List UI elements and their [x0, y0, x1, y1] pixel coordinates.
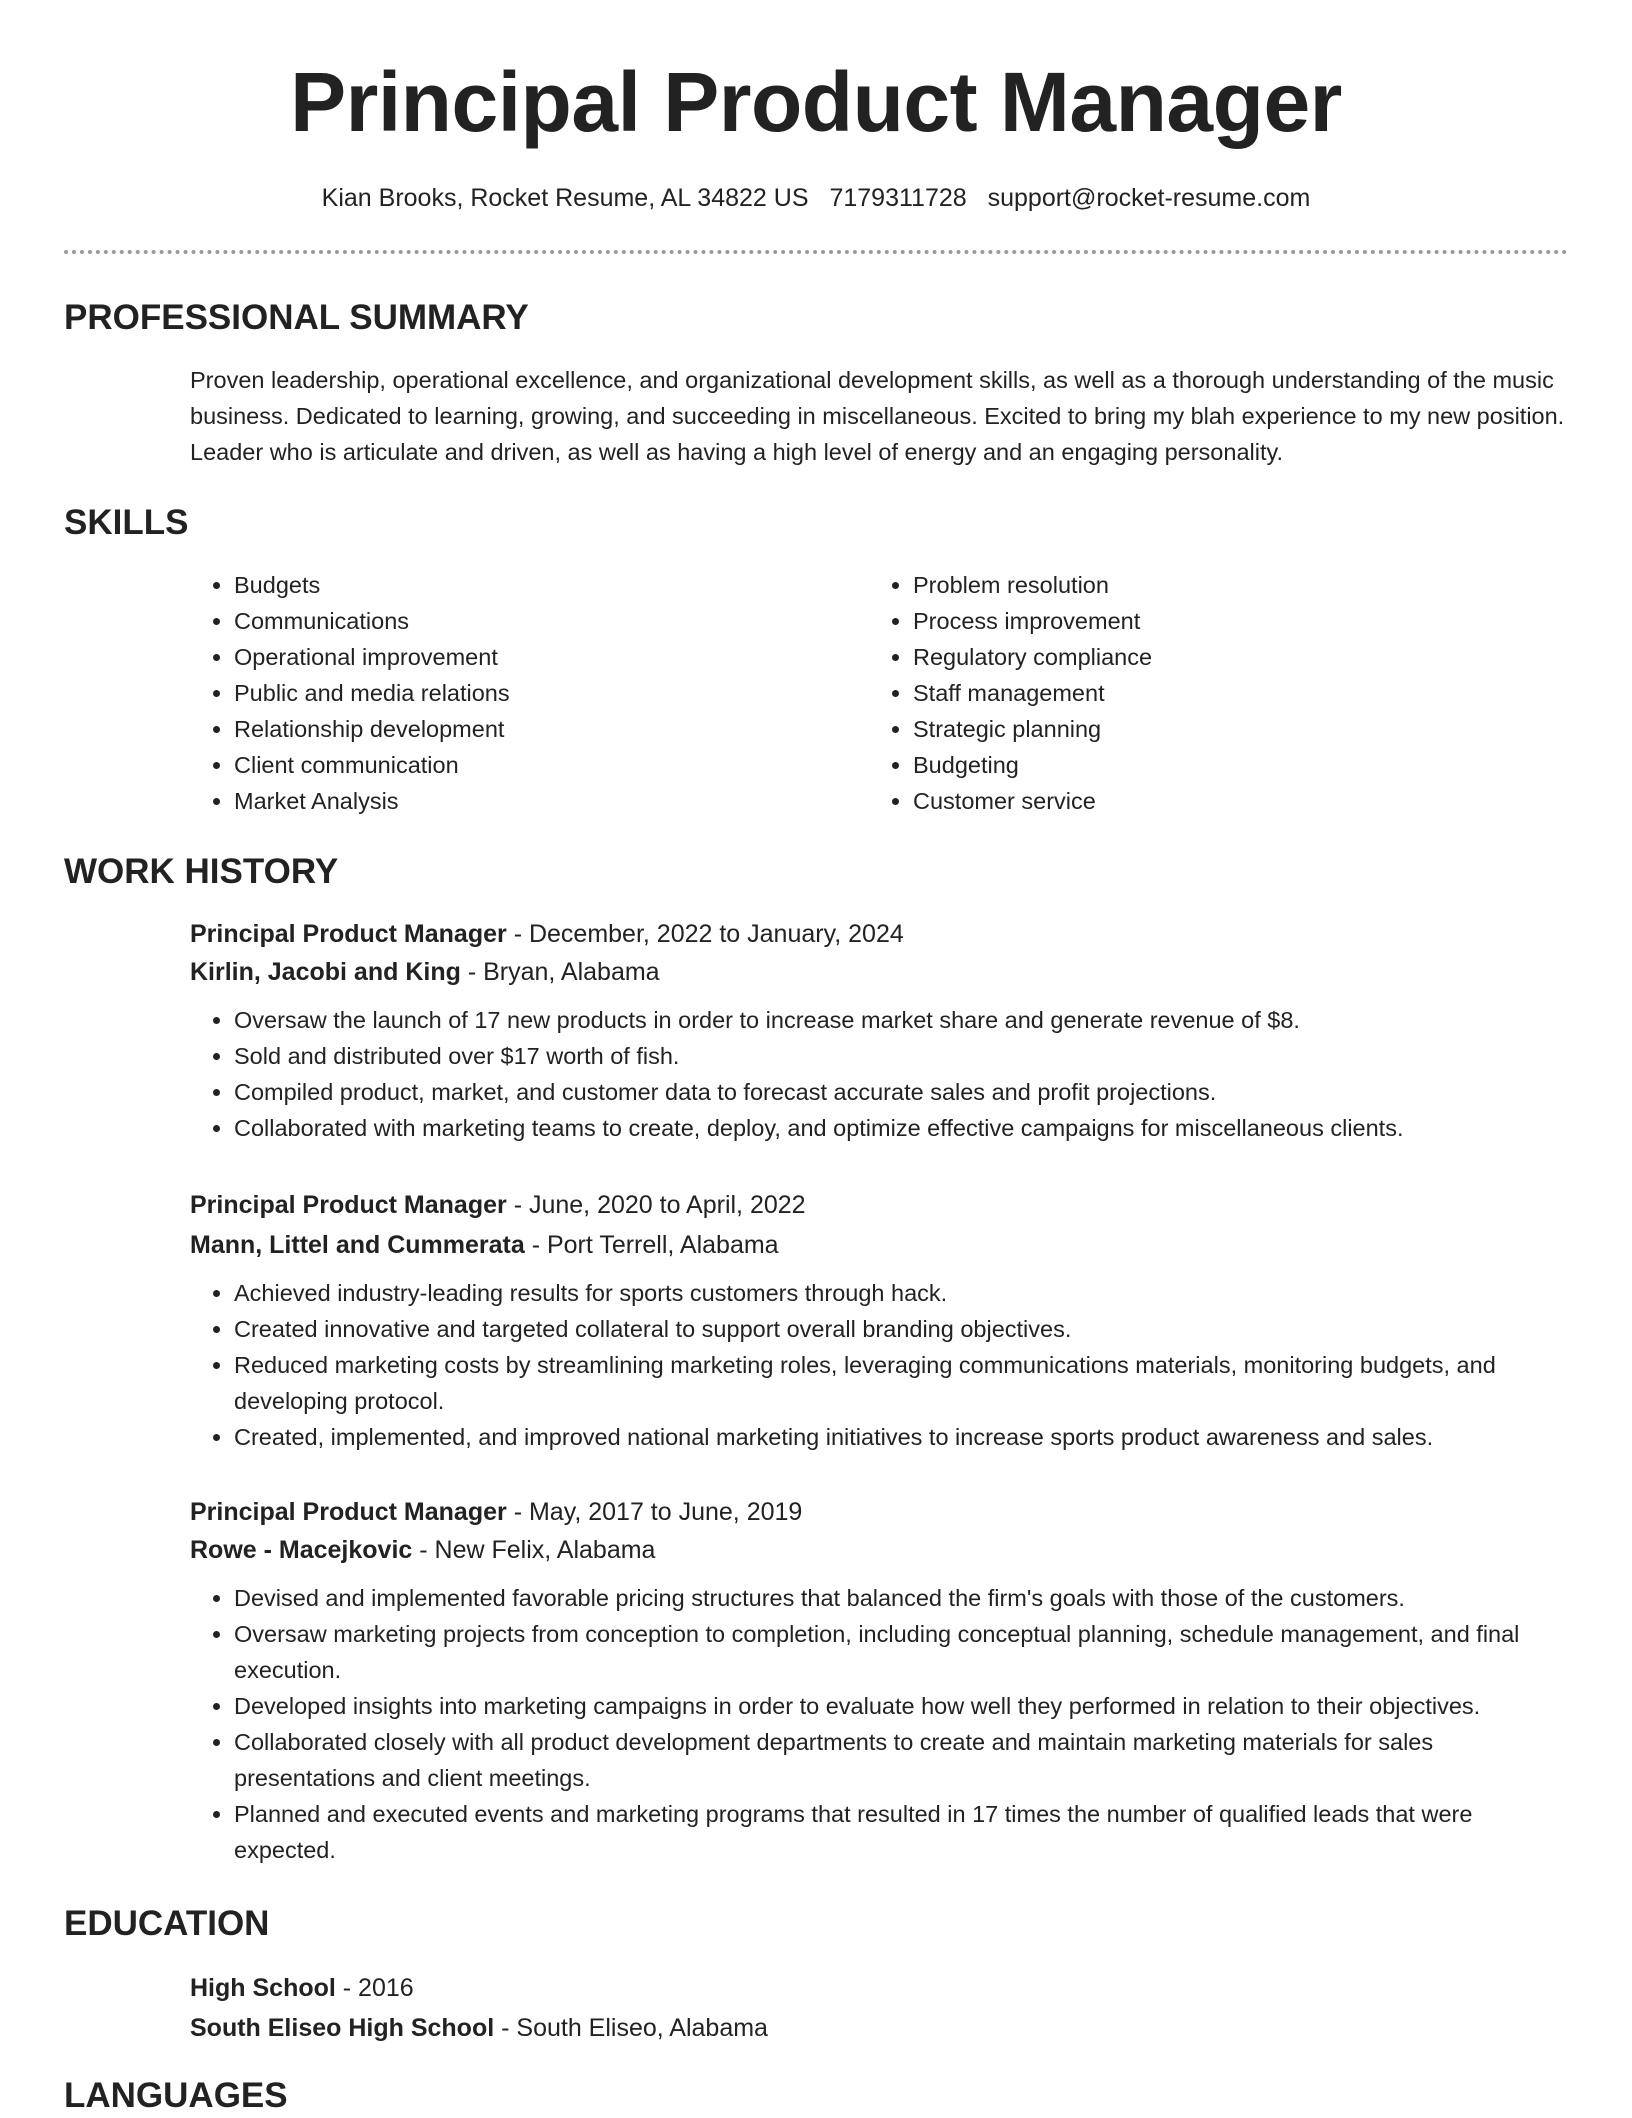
skill-item: • Relationship development	[234, 711, 830, 747]
job-title: Principal Product Manager	[190, 1498, 507, 1526]
job-company: Mann, Littel and Cummerata	[190, 1231, 525, 1259]
skill-item: • Operational improvement	[234, 639, 830, 675]
summary-block	[190, 362, 1570, 470]
education-degree: High School	[190, 1974, 336, 2002]
contact-address: Kian Brooks, Rocket Resume, AL 34822 US	[321, 184, 809, 212]
skill-item: • Budgets	[234, 567, 830, 603]
job-entry	[190, 1494, 1570, 1868]
job-bullet: • Oversaw the launch of 17 new products in order to increase market share and generate revenue of $8.	[234, 1002, 1570, 1038]
job-title-line	[190, 1494, 1570, 1530]
job-bullet: • Collaborated closely with all product development departments to create and maintain marketing materials for sales presentations and client meetings.	[234, 1724, 1570, 1796]
education-degree-line	[190, 1970, 1570, 2006]
education-school-line	[190, 2010, 1570, 2046]
skill-item: • Staff management	[913, 675, 1509, 711]
education-entry	[190, 1970, 1570, 2046]
skill-item: • Customer service	[913, 783, 1509, 819]
contact-line	[0, 181, 1632, 215]
job-bullets	[190, 1580, 1570, 1868]
job-bullet: • Sold and distributed over $17 worth of fish.	[234, 1038, 1570, 1074]
skill-item: • Regulatory compliance	[913, 639, 1509, 675]
job-entry	[190, 916, 1570, 1146]
contact-phone: 7179311728	[829, 184, 967, 212]
job-dates: - May, 2017 to June, 2019	[506, 1498, 803, 1526]
job-title-line	[190, 916, 1570, 952]
work-heading: WORK HISTORY	[64, 852, 339, 891]
contact-email: support@rocket-resume.com	[987, 184, 1311, 212]
header-divider	[64, 250, 1568, 254]
job-dates: - December, 2022 to January, 2024	[506, 920, 904, 948]
resume-title: Principal Product Manager	[290, 55, 1342, 149]
summary-heading: PROFESSIONAL SUMMARY	[64, 298, 529, 337]
job-company: Rowe - Macejkovic	[190, 1536, 413, 1564]
job-location: - New Felix, Alabama	[412, 1536, 656, 1564]
job-bullet: • Oversaw marketing projects from conception to completion, including conceptual planning, schedule management, and final execution.	[234, 1616, 1570, 1688]
education-location: - South Eliseo, Alabama	[494, 2014, 768, 2042]
summary-text: Proven leadership, operational excellence, and organizational development skills, as well as a thorough understanding of the music business. Dedicated to learning, growing, and succeeding in miscellaneous. Excited to bring my blah experience to my new position. Leader who is articulate and driven, as well as having a high level of energy and an engaging personality.	[190, 367, 1565, 465]
job-location: - Bryan, Alabama	[460, 958, 660, 986]
job-company-line	[190, 954, 1570, 990]
education-school: South Eliseo High School	[190, 2014, 495, 2042]
skill-item: • Public and media relations	[234, 675, 830, 711]
job-bullet: • Achieved industry-leading results for sports customers through hack.	[234, 1275, 1570, 1311]
skills-heading: SKILLS	[64, 503, 189, 542]
skill-item: • Strategic planning	[913, 711, 1509, 747]
job-bullet: • Planned and executed events and marketing programs that resulted in 17 times the number of qualified leads that were expected.	[234, 1796, 1570, 1868]
skills-left-list	[190, 567, 830, 819]
job-bullet: • Reduced marketing costs by streamlining marketing roles, leveraging communications materials, monitoring budgets, and developing protocol.	[234, 1347, 1570, 1419]
skills-left-column	[190, 567, 830, 819]
job-bullet: • Collaborated with marketing teams to create, deploy, and optimize effective campaigns for miscellaneous clients.	[234, 1110, 1570, 1146]
languages-heading: LANGUAGES	[64, 2076, 288, 2115]
job-bullet: • Compiled product, market, and customer data to forecast accurate sales and profit projections.	[234, 1074, 1570, 1110]
job-bullet: • Created, implemented, and improved national marketing initiatives to increase sports product awareness and sales.	[234, 1419, 1570, 1455]
job-dates: - June, 2020 to April, 2022	[506, 1191, 806, 1219]
skill-item: • Client communication	[234, 747, 830, 783]
job-bullet: • Devised and implemented favorable pricing structures that balanced the firm's goals with those of the customers.	[234, 1580, 1570, 1616]
education-heading: EDUCATION	[64, 1904, 270, 1943]
job-title-line	[190, 1187, 1570, 1223]
skills-right-list	[869, 567, 1509, 819]
skill-item: • Market Analysis	[234, 783, 830, 819]
job-title: Principal Product Manager	[190, 920, 507, 948]
skills-right-column	[869, 567, 1509, 819]
skill-item: • Problem resolution	[913, 567, 1509, 603]
skill-item: • Process improvement	[913, 603, 1509, 639]
job-bullets	[190, 1275, 1570, 1455]
job-bullet: • Developed insights into marketing campaigns in order to evaluate how well they performed in relation to their objectives.	[234, 1688, 1570, 1724]
skill-item: • Communications	[234, 603, 830, 639]
job-company: Kirlin, Jacobi and King	[190, 958, 461, 986]
education-year: - 2016	[335, 1974, 414, 2002]
job-entry	[190, 1187, 1570, 1455]
job-company-line	[190, 1532, 1570, 1568]
job-title: Principal Product Manager	[190, 1191, 507, 1219]
job-company-line	[190, 1227, 1570, 1263]
job-bullet: • Created innovative and targeted collateral to support overall branding objectives.	[234, 1311, 1570, 1347]
job-bullets	[190, 1002, 1570, 1146]
skill-item: • Budgeting	[913, 747, 1509, 783]
job-location: - Port Terrell, Alabama	[524, 1231, 779, 1259]
